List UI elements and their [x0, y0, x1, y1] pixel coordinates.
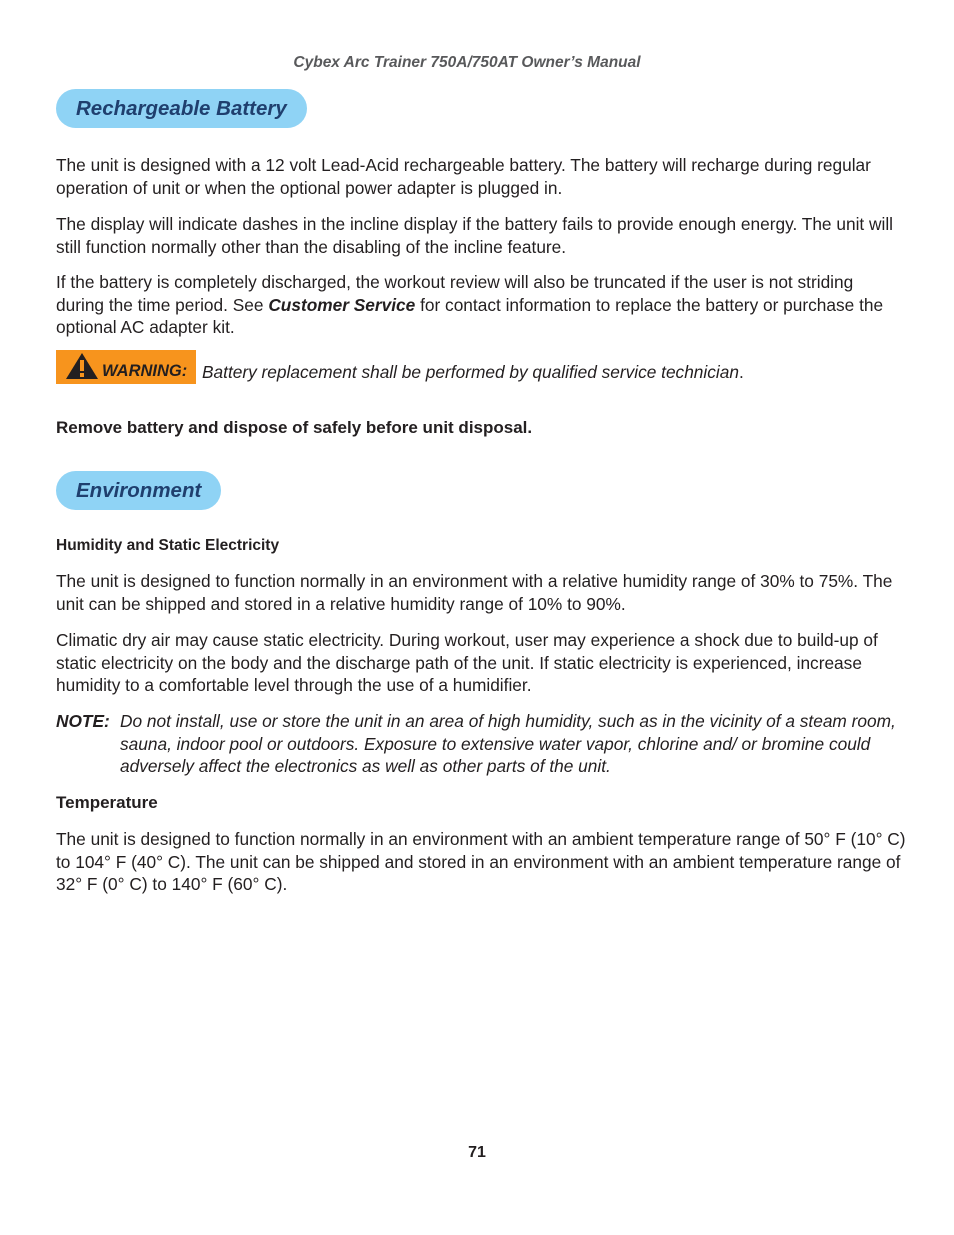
page-number: 71 — [468, 1144, 486, 1161]
battery-paragraph-3-end: for contact information to replace the battery or purchase the optional AC adapter kit. — [56, 294, 884, 337]
battery-paragraph-3-start: If the battery is completely discharged, the workout review will also be truncated if the user is not striding during the time period. See — [56, 272, 854, 315]
warning-triangle-icon — [65, 352, 99, 380]
battery-paragraph-2: The display will indicate dashes in the incline display if the battery fails to provide enough energy. The unit will still function normally other than the disabling of the incline feature. — [56, 214, 894, 257]
section-heading-environment: Environment — [56, 471, 221, 510]
running-header: Cybex Arc Trainer 750A/750AT Owner’s Manual — [293, 54, 641, 71]
humidity-note — [56, 710, 906, 778]
battery-paragraph-3 — [56, 271, 906, 339]
battery-disposal-notice: Remove battery and dispose of safely before unit disposal. — [56, 418, 533, 437]
warning-text-period: . — [738, 362, 744, 382]
warning-label: WARNING: — [102, 362, 188, 380]
temperature-paragraph: The unit is designed to function normally in an environment with an ambient temperature range of 50° F (10° C) to 104° F (40° C). The unit can be shipped and stored in an environment with an ambient temperature range of 32° F (0° C) to 140° F (60° C). — [56, 829, 906, 894]
warning-text — [202, 361, 744, 383]
battery-paragraph-1: The unit is designed with a 12 volt Lead-Acid rechargeable battery. The battery will recharge during regular operation of unit or when the optional power adapter is plugged in. — [56, 155, 871, 198]
warning-badge — [56, 350, 196, 384]
humidity-paragraph-2: Climatic dry air may cause static electricity. During workout, user may experience a shock due to build-up of static electricity on the body and the discharge path of the unit. If static electricity is experienced, increase humidity to a comfortable level through the use of a humidifier. — [56, 630, 878, 695]
warning-notice — [56, 350, 916, 384]
warning-text-body: Battery replacement shall be performed by qualified service technician — [202, 362, 739, 382]
customer-service-reference: Customer Service — [268, 294, 416, 315]
note-text: Do not install, use or store the unit in an area of high humidity, such as in the vicinity of a steam room, sauna, indoor pool or outdoors. Exposure to extensive water vapor, chlorine and/ or bromine could adversely affect the electronics as well as other parts of the unit. — [120, 711, 896, 776]
humidity-subheading: Humidity and Static Electricity — [56, 537, 280, 554]
note-label: NOTE: — [56, 711, 110, 731]
humidity-paragraph-1: The unit is designed to function normally in an environment with a relative humidity range of 30% to 75%. The unit can be shipped and stored in a relative humidity range of 10% to 90%. — [56, 571, 893, 614]
temperature-subheading: Temperature — [56, 793, 158, 812]
section-heading-rechargeable-battery: Rechargeable Battery — [56, 89, 307, 128]
